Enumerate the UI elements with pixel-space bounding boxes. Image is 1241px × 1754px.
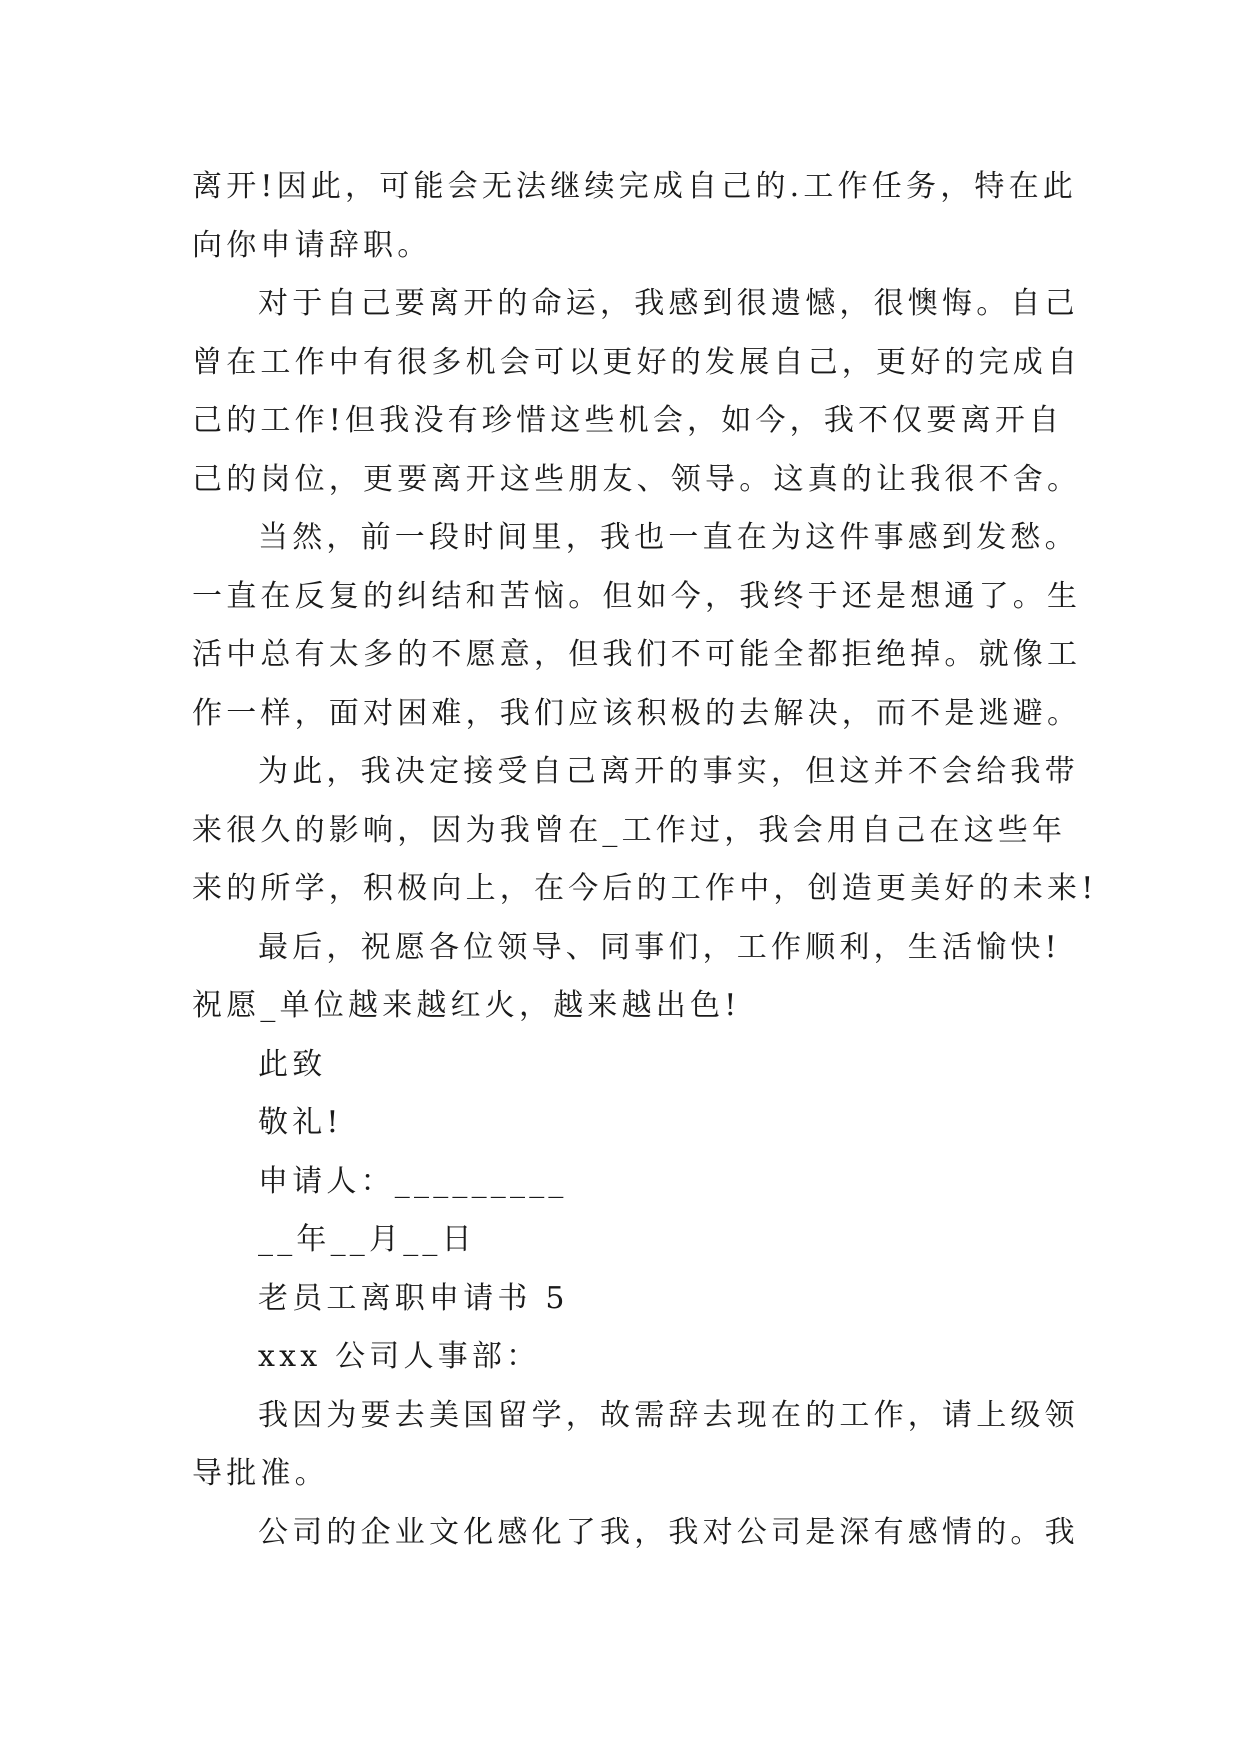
paragraph-start-line: 当然，前一段时间里，我也一直在为这件事感到发愁。 bbox=[258, 520, 1079, 555]
paragraph-start-line: 我因为要去美国留学，故需辞去现在的工作，请上级领 bbox=[258, 1397, 1079, 1433]
text-line: 作一样，面对困难，我们应该积极的去解决，而不是逃避。 bbox=[192, 695, 1082, 731]
section-title: 老员工离职申请书 5 bbox=[258, 1280, 569, 1316]
text-line: 向你申请辞职。 bbox=[192, 227, 432, 263]
paragraph-start-line: 公司的企业文化感化了我，我对公司是深有感情的。我 bbox=[258, 1514, 1079, 1550]
applicant-field: 申请人：_________ bbox=[258, 1163, 568, 1199]
text-line: 活中总有太多的不愿意，但我们不可能全都拒绝掉。就像工 bbox=[192, 637, 1082, 672]
date-field: __年__月__日 bbox=[258, 1222, 476, 1257]
paragraph-start-line: 最后，祝愿各位领导、同事们，工作顺利，生活愉快! bbox=[258, 929, 1061, 965]
recipient-line: xxx 公司人事部： bbox=[258, 1339, 541, 1374]
text-line: 己的工作!但我没有珍惜这些机会，如今，我不仅要离开自 bbox=[192, 403, 1064, 438]
closing-regards: 敬礼! bbox=[258, 1105, 343, 1140]
paragraph-start-line: 为此，我决定接受自己离开的事实，但这并不会给我带 bbox=[258, 754, 1079, 789]
text-line: 导批准。 bbox=[192, 1456, 329, 1491]
text-line: 己的岗位，更要离开这些朋友、领导。这真的让我很不舍。 bbox=[192, 461, 1082, 497]
paragraph-start-line: 对于自己要离开的命运，我感到很遗憾，很懊悔。自己 bbox=[258, 286, 1079, 321]
text-line: 一直在反复的纠结和苦恼。但如今，我终于还是想通了。生 bbox=[192, 578, 1082, 614]
text-line: 离开!因此，可能会无法继续完成自己的.工作任务，特在此 bbox=[192, 169, 1077, 204]
text-line: 来的所学，积极向上，在今后的工作中，创造更美好的未来! bbox=[192, 871, 1098, 906]
text-line: 祝愿_单位越来越红火，越来越出色! bbox=[192, 988, 741, 1023]
closing-salutation: 此致 bbox=[258, 1046, 327, 1082]
text-line: 曾在工作中有很多机会可以更好的发展自己，更好的完成自 bbox=[192, 344, 1082, 380]
text-line: 来很久的影响，因为我曾在_工作过，我会用自己在这些年 bbox=[192, 812, 1067, 848]
document-page bbox=[192, 158, 1098, 1562]
